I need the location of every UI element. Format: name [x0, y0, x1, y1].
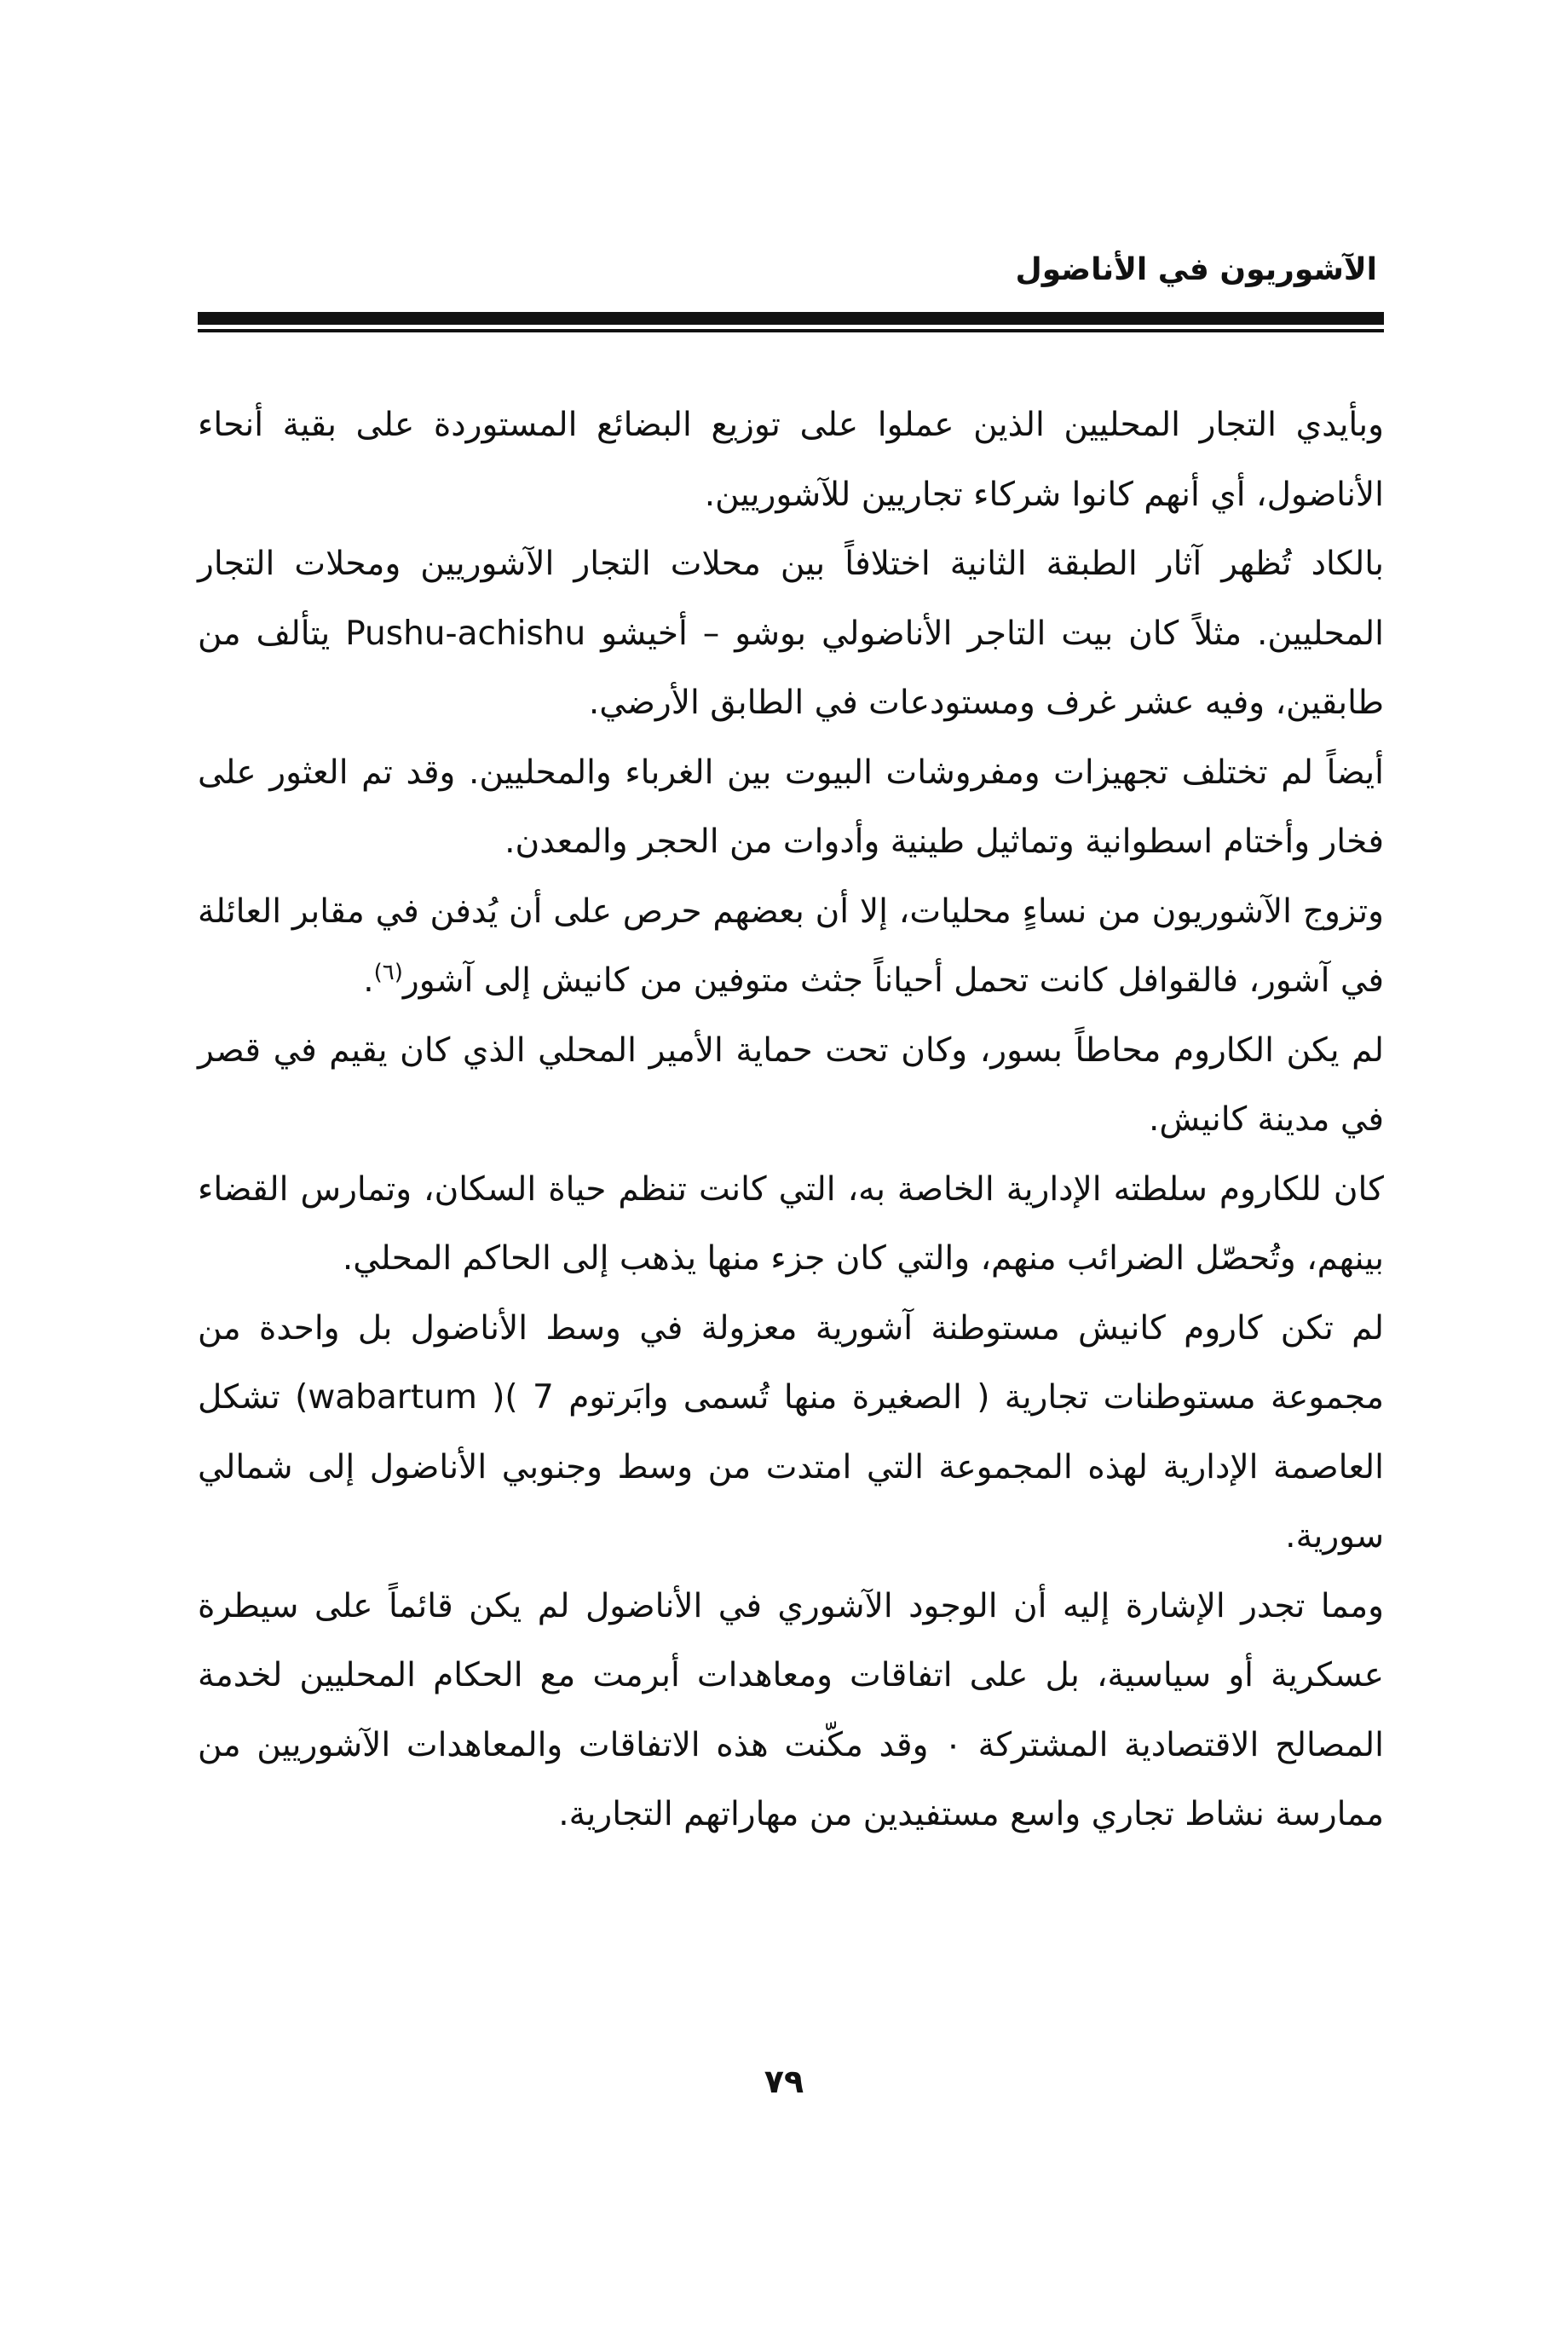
- paragraph: [198, 1294, 1384, 1572]
- paragraph-end: .: [363, 961, 374, 1000]
- paragraph: [198, 529, 1384, 738]
- paragraph: لم يكن الكاروم محاطاً بسور، وكان تحت حماية الأمير المحلي الذي كان يقيم في قصر في مدينة كانيش.: [198, 1030, 1384, 1139]
- paragraph: [198, 877, 1384, 1016]
- paragraph: كان للكاروم سلطته الإدارية الخاصة به، التي كانت تنظم حياة السكان، وتمارس القضاء بينهم، وتُحصّل الضرائب منهم، والتي كان جزء منها يذهب إلى الحاكم المحلي.: [198, 1169, 1384, 1278]
- paragraph-text: تشكل العاصمة الإدارية لهذه المجموعة التي امتدت من وسط وجنوبي الأناضول إلى شمالي سورية.: [198, 1378, 1384, 1556]
- paragraph-text: وتزوج الآشوريون من نساءٍ محليات، إلا أن بعضهم حرص على أن يُدفن في مقابر العائلة في آشور، فالقوافل كانت تحمل أحياناً جثث متوفين من كانيش إلى آشور: [198, 892, 1384, 1000]
- paragraph-text: لم تكن كاروم كانيش مستوطنة آشورية معزولة في وسط الأناضول بل واحدة من مجموعة مستوطنات تجارية ( الصغيرة منها تُسمى وابَرتوم: [198, 1308, 1384, 1417]
- header-rule-thin: [198, 329, 1384, 332]
- latin-term: (wabartum )( 7: [295, 1378, 554, 1417]
- paragraph: ومما تجدر الإشارة إليه أن الوجود الآشوري في الأناضول لم يكن قائماً على سيطرة عسكرية أو سياسية، بل على اتفاقات ومعاهدات أبرمت مع الحكام المحليين لخدمة المصالح الاقتصادية المشتركة ۰ وقد مكّنت هذه الاتفاقات والمعاهدات الآشوريين من ممارسة نشاط تجاري واسع مستفيدين من مهاراتهم التجارية.: [198, 1586, 1384, 1833]
- paragraph: وبأيدي التجار المحليين الذين عملوا على توزيع البضائع المستوردة على بقية أنحاء الأناضول، أي أنهم كانوا شركاء تجاريين للآشوريين.: [198, 406, 1384, 514]
- paragraph-text: بالكاد تُظهر آثار الطبقة الثانية اختلافاً بين محلات التجار الآشوريين ومحلات التجار المحليين. مثلاً كان بيت التاجر الأناضولي بوشو – أخيشو: [198, 545, 1384, 653]
- page-number: ٧٩: [764, 2063, 804, 2100]
- paragraph-text: يتألف من طابقين، وفيه عشر غرف ومستودعات في الطابق الأرضي.: [198, 614, 1384, 722]
- footnote-ref: (٦): [373, 960, 403, 985]
- latin-name: Pushu-achishu: [345, 614, 586, 653]
- header-rule-thick: [198, 312, 1384, 325]
- paragraph: أيضاً لم تختلف تجهيزات ومفروشات البيوت بين الغرباء والمحليين. وقد تم العثور على فخار وأختام اسطوانية وتماثيل طينية وأدوات من الحجر والمعدن.: [198, 753, 1384, 861]
- body-text: [198, 390, 1384, 1850]
- running-header: الآشوريون في الأناضول: [1015, 252, 1377, 287]
